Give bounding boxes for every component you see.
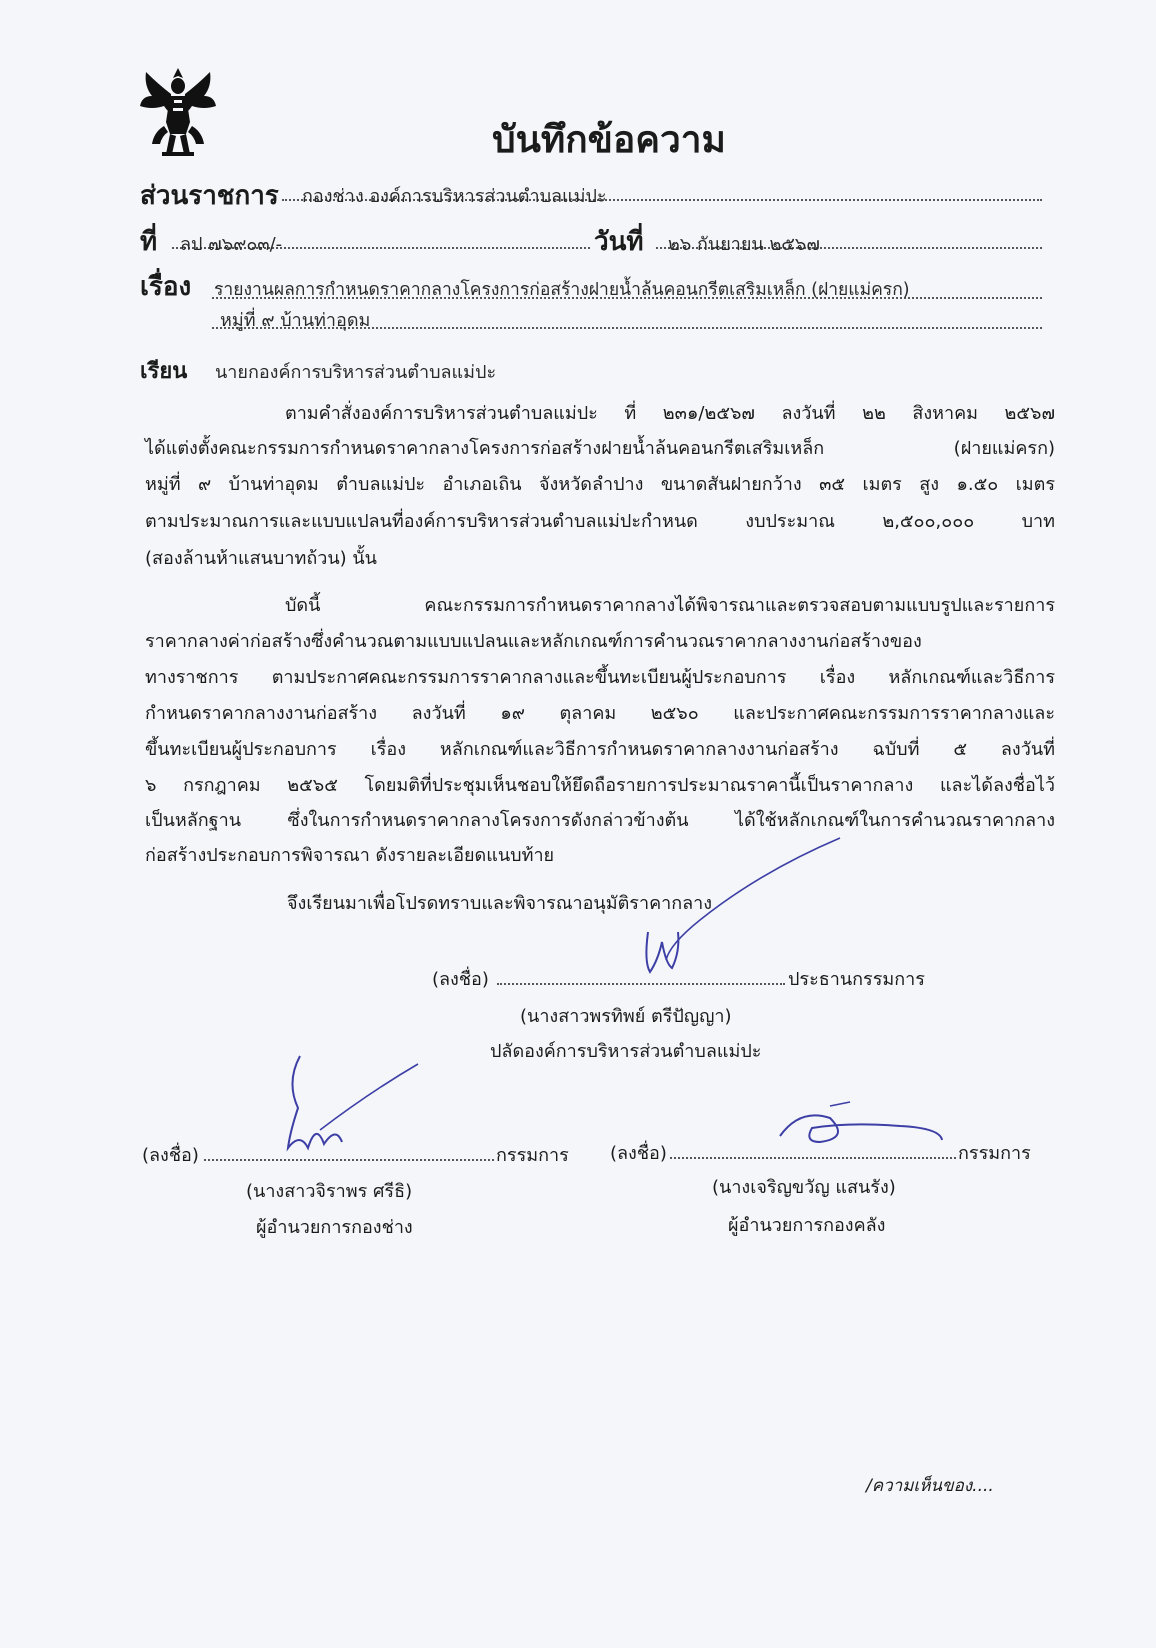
member1-sign-prefix: (ลงชื่อ) bbox=[142, 1145, 199, 1166]
subject-label: เรื่อง bbox=[140, 272, 192, 302]
to-label: เรียน bbox=[140, 359, 188, 384]
chair-sign-line bbox=[497, 983, 785, 985]
member2-role: กรรมการ bbox=[958, 1143, 1031, 1164]
memo-title: บันทึกข้อความ bbox=[492, 118, 726, 161]
date-value: ๒๖ กันยายน ๒๕๖๗ bbox=[668, 234, 820, 255]
body-p2-line: เป็นหลักฐาน ซึ่งในการกำหนดราคากลางโครงการดังกล่าวข้างต้น ได้ใช้หลักเกณฑ์ในการคำนวณราคากลาง bbox=[145, 810, 1055, 831]
member2-name: (นางเจริญขวัญ แสนรัง) bbox=[712, 1177, 896, 1198]
member2-signature-icon bbox=[770, 1098, 950, 1158]
chair-role: ประธานกรรมการ bbox=[788, 969, 925, 990]
chair-sign-prefix: (ลงชื่อ) bbox=[432, 969, 489, 990]
chair-position: ปลัดองค์การบริหารส่วนตำบลแม่ปะ bbox=[490, 1041, 762, 1062]
body-p2-line: ขึ้นทะเบียนผู้ประกอบการ เรื่อง หลักเกณฑ์และวิธีการกำหนดราคากลางงานก่อสร้าง ฉบับที่ ๕ ลงวันที่ bbox=[145, 739, 1055, 760]
body-p2-line: ราคากลางค่าก่อสร้างซึ่งคำนวณตามแบบแปลนและหลักเกณฑ์การคำนวณราคากลางงานก่อสร้างของ bbox=[145, 631, 922, 652]
member1-signature-icon bbox=[280, 1052, 430, 1156]
member1-role: กรรมการ bbox=[496, 1145, 569, 1166]
chair-signature-icon bbox=[640, 832, 850, 982]
closing-line: จึงเรียนมาเพื่อโปรดทราบและพิจารณาอนุมัติราคากลาง bbox=[287, 893, 713, 914]
body-p1-line: ตามประมาณการและแบบแปลนที่องค์การบริหารส่วนตำบลแม่ปะกำหนด งบประมาณ ๒,๕๐๐,๐๐๐ บาท bbox=[145, 511, 1055, 532]
chair-name: (นางสาวพรทิพย์ ตรีปัญญา) bbox=[520, 1006, 732, 1027]
body-p2-line: ก่อสร้างประกอบการพิจารณา ดังรายละเอียดแนบท้าย bbox=[145, 845, 555, 866]
body-p2-line: ทางราชการ ตามประกาศคณะกรรมการราคากลางและขึ้นทะเบียนผู้ประกอบการ เรื่อง หลักเกณฑ์และวิธีการ bbox=[145, 667, 1055, 688]
ref-label: ที่ bbox=[140, 227, 158, 257]
continued-note: /ความเห็นของ.... bbox=[866, 1476, 994, 1496]
member1-position: ผู้อำนวยการกองช่าง bbox=[256, 1217, 413, 1238]
to-value: นายกองค์การบริหารส่วนตำบลแม่ปะ bbox=[215, 362, 497, 383]
member1-name: (นางสาวจิราพร ศรีธิ) bbox=[246, 1181, 413, 1202]
body-p2-line: กำหนดราคากลางงานก่อสร้าง ลงวันที่ ๑๙ ตุลาคม ๒๕๖๐ และประกาศคณะกรรมการราคากลางและ bbox=[145, 703, 1055, 724]
body-p2-line: ๖ กรกฎาคม ๒๕๖๕ โดยมติที่ประชุมเห็นชอบให้ยึดถือรายการประมาณราคานี้เป็นราคากลาง และได้ลงชื่อไว้ bbox=[145, 775, 1055, 796]
body-p1-line: ได้แต่งตั้งคณะกรรมการกำหนดราคากลางโครงการก่อสร้างฝายน้ำล้นคอนกรีตเสริมเหล็ก (ฝายแม่ครก) bbox=[145, 438, 1055, 459]
ref-value: ลป ๗๖๙๐๓/- bbox=[180, 234, 283, 255]
date-label: วันที่ bbox=[594, 227, 644, 257]
body-p1-line: (สองล้านห้าแสนบาทถ้วน) นั้น bbox=[145, 548, 377, 569]
member2-sign-prefix: (ลงชื่อ) bbox=[610, 1143, 667, 1164]
body-p1-line: ตามคำสั่งองค์การบริหารส่วนตำบลแม่ปะ ที่ ๒๓๑/๒๕๖๗ ลงวันที่ ๒๒ สิงหาคม ๒๕๖๗ bbox=[285, 403, 1055, 424]
subject-line-1: รายงานผลการกำหนดราคากลางโครงการก่อสร้างฝายน้ำล้นคอนกรีตเสริมเหล็ก (ฝายแม่ครก) bbox=[214, 280, 910, 300]
subject-line-2: หมู่ที่ ๙ บ้านท่าอุดม bbox=[220, 310, 371, 331]
body-p1-line: หมู่ที่ ๙ บ้านท่าอุดม ตำบลแม่ปะ อำเภอเถิน จังหวัดลำปาง ขนาดสันฝายกว้าง ๓๕ เมตร สูง ๑.๕๐ เมตร bbox=[145, 474, 1055, 495]
member1-sign-line bbox=[204, 1159, 494, 1161]
body-p2-line: บัดนี้ คณะกรรมการกำหนดราคากลางได้พิจารณาและตรวจสอบตามแบบรูปและรายการ bbox=[285, 595, 1055, 616]
agency-label: ส่วนราชการ bbox=[140, 181, 279, 211]
member2-position: ผู้อำนวยการกองคลัง bbox=[728, 1215, 886, 1236]
agency-value: กองช่าง องค์การบริหารส่วนตำบลแม่ปะ bbox=[302, 186, 607, 207]
